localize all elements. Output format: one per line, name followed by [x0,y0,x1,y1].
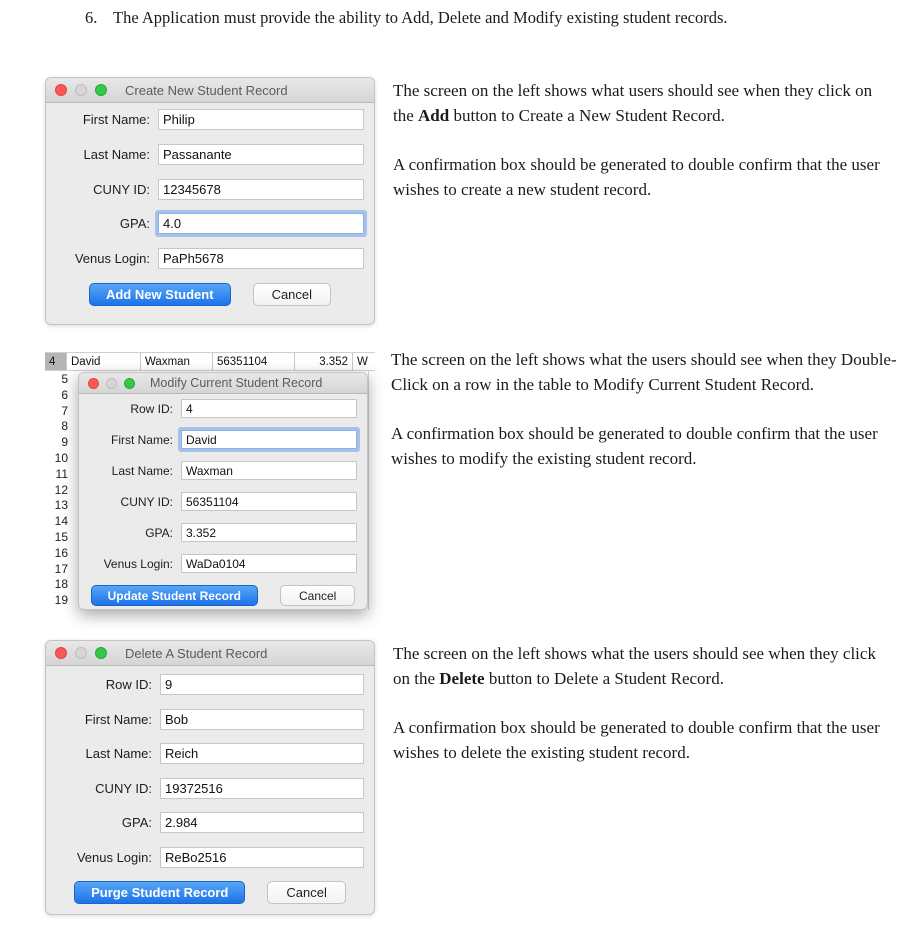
last-name-input[interactable] [158,144,364,165]
note-add [393,79,885,227]
table-row-number: 10 [54,450,68,465]
table-row-number: 17 [54,561,68,576]
create-student-dialog [45,77,375,325]
last-name-input[interactable] [181,461,357,480]
table-right-sliver [368,371,375,610]
field-cuny-id [56,179,364,200]
window-title: Delete A Student Record [125,645,268,661]
close-button[interactable] [88,378,99,389]
update-student-record-button[interactable]: Update Student Record [91,585,258,606]
minimize-button[interactable] [75,647,87,659]
window-title: Create New Student Record [125,82,288,98]
field-venus-login [56,847,364,868]
cuny-id-label: CUNY ID: [120,494,173,509]
note-paragraph: The screen on the left shows what the users should see when they Double-Click on a row in the table to Modify Current Student Record. [391,350,897,394]
note-paragraph: The screen on the left shows what users should see when they click on the Add button to Create a New Student Record. [393,81,873,125]
first-name-input[interactable] [160,709,364,730]
table-row-number: 8 [61,419,68,434]
last-name-label: Last Name: [85,746,152,761]
cancel-button[interactable]: Cancel [253,283,331,306]
first-name-label: First Name: [110,432,173,447]
last-name-label: Last Name: [111,463,173,478]
table-row-number: 14 [54,514,68,529]
table-row-id-cell: 4 [45,353,67,370]
table-row-number: 18 [54,577,68,592]
field-venus-login [89,554,357,573]
requirement-text: The Application must provide the ability to Add, Delete and Modify existing student records. [113,8,728,27]
window-title: Modify Current Student Record [150,376,323,390]
note-paragraph: A confirmation box should be generated to double confirm that the user wishes to create a new student record. [393,155,880,199]
venus-login-label: Venus Login: [103,556,173,571]
table-row-number: 15 [54,529,68,544]
zoom-button[interactable] [95,84,107,96]
venus-login-input[interactable] [158,248,364,269]
gpa-input[interactable] [160,812,364,833]
venus-login-input[interactable] [160,847,364,868]
row-id-label: Row ID: [130,401,173,416]
table-row-number: 5 [61,372,68,386]
venus-login-label: Venus Login: [76,849,152,865]
first-name-label: First Name: [84,711,152,727]
table-row-number: 19 [54,593,68,608]
modify-student-dialog [78,372,368,610]
close-button[interactable] [55,647,67,659]
delete-student-dialog [45,640,375,915]
field-first-name [89,430,357,449]
purge-student-record-button[interactable]: Purge Student Record [74,881,245,904]
close-button[interactable] [55,84,67,96]
add-new-student-button[interactable]: Add New Student [89,283,231,306]
table-row-number: 6 [61,387,68,402]
table-row-number: 9 [61,435,68,450]
cancel-button[interactable]: Cancel [267,881,345,904]
cuny-id-input[interactable] [158,179,364,200]
note-paragraph: A confirmation box should be generated to double confirm that the user wishes to modify the existing student record. [391,424,878,468]
table-cell: 56351104 [213,353,295,370]
field-row-id [56,674,364,695]
gpa-label: GPA: [119,216,150,232]
table-cell: David [67,353,141,370]
minimize-button[interactable] [106,378,117,389]
note-modify [391,348,906,496]
field-gpa [56,812,364,833]
zoom-button[interactable] [124,378,135,389]
table-row-numbers [45,372,77,609]
field-last-name [89,461,357,480]
field-first-name [56,709,364,730]
venus-login-label: Venus Login: [74,251,150,266]
create-dialog-titlebar [46,78,374,103]
requirement-number: 6. [85,8,98,27]
note-paragraph: A confirmation box should be generated to double confirm that the user wishes to delete the existing student record. [393,718,880,762]
table-row-number: 13 [54,498,68,513]
minimize-button[interactable] [75,84,87,96]
field-cuny-id [56,778,364,799]
note-delete [393,642,885,790]
table-row[interactable] [45,352,375,371]
gpa-label: GPA: [145,525,173,540]
table-cell: Waxman [141,353,213,370]
zoom-button[interactable] [95,647,107,659]
field-gpa [56,213,364,234]
table-row-number: 16 [54,545,68,560]
table-row-number: 11 [55,466,68,481]
field-last-name [56,144,364,165]
note-paragraph: The screen on the left shows what the users should see when they click on the Delete button to Delete a Student Record. [393,644,876,688]
venus-login-input[interactable] [181,554,357,573]
table-cell: 3.352 [295,353,353,370]
first-name-input[interactable] [158,109,364,130]
cuny-id-label: CUNY ID: [93,181,150,197]
cuny-id-input[interactable] [181,492,357,511]
delete-dialog-titlebar [46,641,374,666]
field-venus-login [56,248,364,269]
gpa-input[interactable] [181,523,357,542]
last-name-label: Last Name: [83,146,150,162]
row-id-input[interactable] [181,399,357,418]
row-id-input[interactable] [160,674,364,695]
cancel-button[interactable]: Cancel [280,585,355,606]
gpa-label: GPA: [121,815,152,830]
field-gpa [89,523,357,542]
table-cell: W [353,353,375,370]
first-name-label: First Name: [82,112,150,127]
cuny-id-input[interactable] [160,778,364,799]
table-row-number: 7 [61,403,68,418]
modify-dialog-titlebar [79,373,367,394]
field-cuny-id [89,492,357,511]
row-id-label: Row ID: [105,677,152,692]
field-first-name [56,109,364,130]
table-row-number: 12 [54,482,68,497]
gpa-input[interactable] [158,213,364,234]
cuny-id-label: CUNY ID: [95,780,152,796]
field-row-id [89,399,357,418]
requirement-heading [85,7,785,29]
last-name-input[interactable] [160,743,364,764]
students-table-fragment [45,352,375,610]
field-last-name [56,743,364,764]
first-name-input[interactable] [181,430,357,449]
